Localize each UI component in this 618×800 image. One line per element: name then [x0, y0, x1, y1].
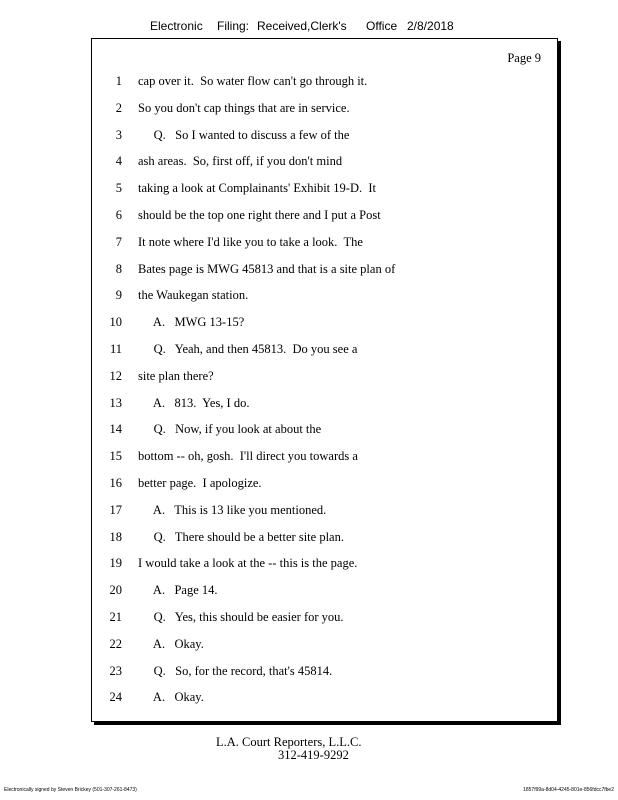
transcript-line	[92, 369, 557, 389]
line-number: 18	[109, 529, 122, 544]
line-number: 13	[109, 395, 122, 410]
line-text: A. Okay.	[138, 636, 204, 651]
filing-stamp-header	[0, 19, 618, 37]
line-text: Q. Yeah, and then 45813. Do you see a	[138, 342, 358, 356]
line-number: 1	[115, 74, 122, 88]
line-number: 10	[109, 315, 122, 330]
filing-filing: Filing:	[217, 19, 250, 33]
line-text: Q. So, for the record, that's 45814.	[138, 663, 333, 678]
transcript-line	[92, 128, 557, 148]
line-text: the Waukegan station.	[138, 288, 249, 303]
line-number: 6	[115, 208, 122, 222]
page-number: Page 9	[507, 51, 541, 65]
transcript-line	[92, 637, 557, 657]
filing-date: 2/8/2018	[407, 19, 454, 33]
transcript-line	[92, 664, 557, 684]
line-number: 5	[115, 181, 122, 196]
line-text: ash areas. So, first off, if you don't mind	[138, 154, 343, 169]
transcript-line	[92, 503, 557, 523]
line-text: A. 813. Yes, I do.	[138, 395, 250, 410]
transcript-line	[92, 74, 557, 94]
line-number: 11	[109, 342, 122, 356]
line-number: 8	[115, 261, 122, 276]
line-text: A. This is 13 like you mentioned.	[138, 502, 327, 517]
transcript-line	[92, 583, 557, 603]
line-number: 16	[109, 476, 122, 490]
line-number: 17	[109, 502, 122, 517]
line-text: Q. Yes, this should be easier for you.	[138, 610, 344, 624]
line-text: Bates page is MWG 45813 and that is a site plan of	[138, 261, 396, 276]
transcript-page	[91, 38, 558, 722]
transcript-line	[92, 422, 557, 442]
transcript-line	[92, 208, 557, 228]
transcript-line	[92, 315, 557, 335]
line-text: A. Okay.	[138, 690, 204, 705]
filing-received: Received,Clerk's	[257, 19, 347, 33]
line-number: 20	[109, 583, 122, 598]
line-number: 7	[115, 234, 122, 249]
line-text: Q. There should be a better site plan.	[138, 529, 344, 544]
line-number: 22	[109, 636, 122, 651]
line-number: 14	[109, 422, 122, 437]
line-text: It note where I'd like you to take a look. The	[138, 234, 363, 249]
filing-office: Office	[366, 19, 398, 33]
line-text: site plan there?	[138, 368, 214, 383]
line-text: Q. Now, if you look at about the	[138, 422, 322, 437]
line-text: should be the top one right there and I put a Post	[138, 208, 381, 222]
transcript-line	[92, 154, 557, 174]
transcript-line	[92, 342, 557, 362]
line-text: taking a look at Complainants' Exhibit 19-D. It	[138, 181, 376, 196]
line-text: better page. I apologize.	[138, 476, 262, 490]
filing-electronic: Electronic	[150, 19, 203, 33]
line-text: Q. So I wanted to discuss a few of the	[138, 127, 350, 142]
line-number: 2	[115, 100, 122, 115]
transcript-line	[92, 101, 557, 121]
transcript-line	[92, 181, 557, 201]
transcript-line	[92, 262, 557, 282]
document-hash: 1857f99a-8d04-4245-801e-856fdcc7fbe2	[523, 787, 614, 793]
electronic-signature: Electronically signed by Steven Brickey (501-307-261-8473)	[4, 787, 137, 793]
line-number: 21	[109, 610, 122, 624]
line-number: 12	[109, 368, 122, 383]
line-text: I would take a look at the -- this is the page.	[138, 556, 358, 571]
transcript-line	[92, 690, 557, 710]
line-number: 9	[115, 288, 122, 303]
transcript-line	[92, 530, 557, 550]
line-number: 15	[109, 449, 122, 464]
line-number: 4	[115, 154, 122, 169]
transcript-line	[92, 556, 557, 576]
reporter-phone: 312-419-9292	[278, 748, 349, 762]
line-text: A. MWG 13-15?	[138, 315, 245, 330]
line-number: 19	[109, 556, 122, 571]
transcript-line	[92, 396, 557, 416]
transcript-line	[92, 610, 557, 630]
line-number: 24	[109, 690, 122, 705]
transcript-line	[92, 476, 557, 496]
line-text: cap over it. So water flow can't go through it.	[138, 74, 368, 88]
transcript-line	[92, 235, 557, 255]
line-text: A. Page 14.	[138, 583, 218, 598]
line-number: 3	[115, 127, 122, 142]
reporter-company: L.A. Court Reporters, L.L.C.	[216, 735, 362, 749]
line-text: So you don't cap things that are in service.	[138, 100, 350, 115]
transcript-line	[92, 288, 557, 308]
transcript-line	[92, 449, 557, 469]
line-number: 23	[109, 663, 122, 678]
line-text: bottom -- oh, gosh. I'll direct you towards a	[138, 449, 358, 464]
